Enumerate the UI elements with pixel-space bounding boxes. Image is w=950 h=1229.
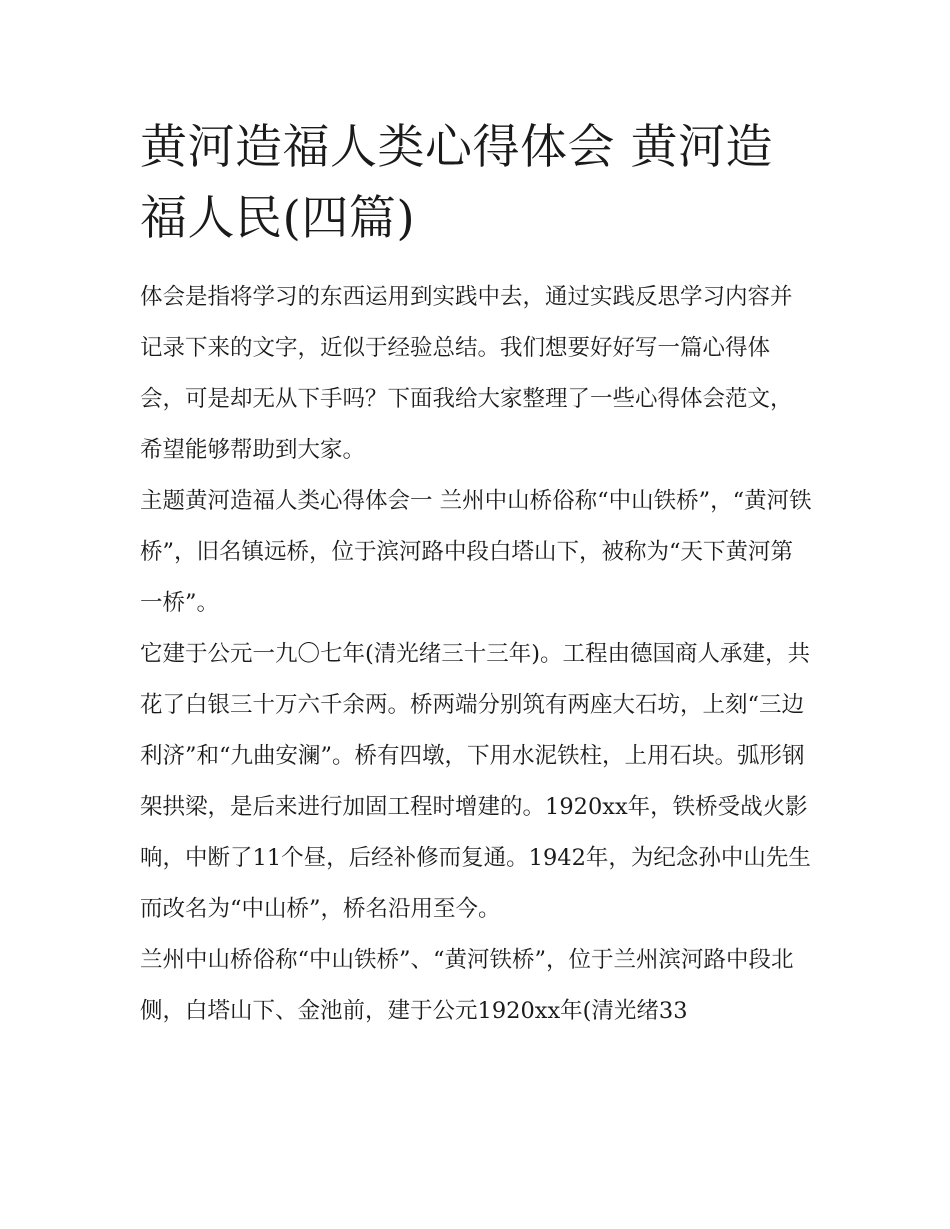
paragraph-history: 它建于公元一九〇七年(清光绪三十三年)。工程由德国商人承建，共花了白银三十万六千余两。桥两端分别筑有两座大石坊，上刻“三边利济”和“九曲安澜”。桥有四墩，下用水泥铁柱，上用石块。弧形钢架拱梁，是后来进行加固工程时增建的。1920xx年，铁桥受战火影响，中断了11个昼，后经补修而复通。1942年，为纪念孙中山先生而改名为“中山桥”，桥名沿用至今。 xyxy=(140,641,811,922)
document-title: 黄河造福人类心得体会 黄河造福人民(四篇) xyxy=(140,120,773,246)
paragraph-location: 兰州中山桥俗称“中山铁桥”、“黄河铁桥”，位于兰州滨河路中段北侧，白塔山下、金池前，建于公元1920xx年(清光绪33 xyxy=(140,947,794,1024)
paragraph-topic-one: 主题黄河造福人类心得体会一 兰州中山桥俗称“中山铁桥”，“黄河铁桥”，旧名镇远桥，位于滨河路中段白塔山下，被称为“天下黄河第一桥”。 xyxy=(140,488,812,616)
document-page xyxy=(140,112,812,1037)
document-body xyxy=(140,272,812,1037)
paragraph-intro: 体会是指将学习的东西运用到实践中去，通过实践反思学习内容并记录下来的文字，近似于经验总结。我们想要好好写一篇心得体会，可是却无从下手吗？下面我给大家整理了一些心得体会范文，希望能够帮助到大家。 xyxy=(140,284,793,463)
